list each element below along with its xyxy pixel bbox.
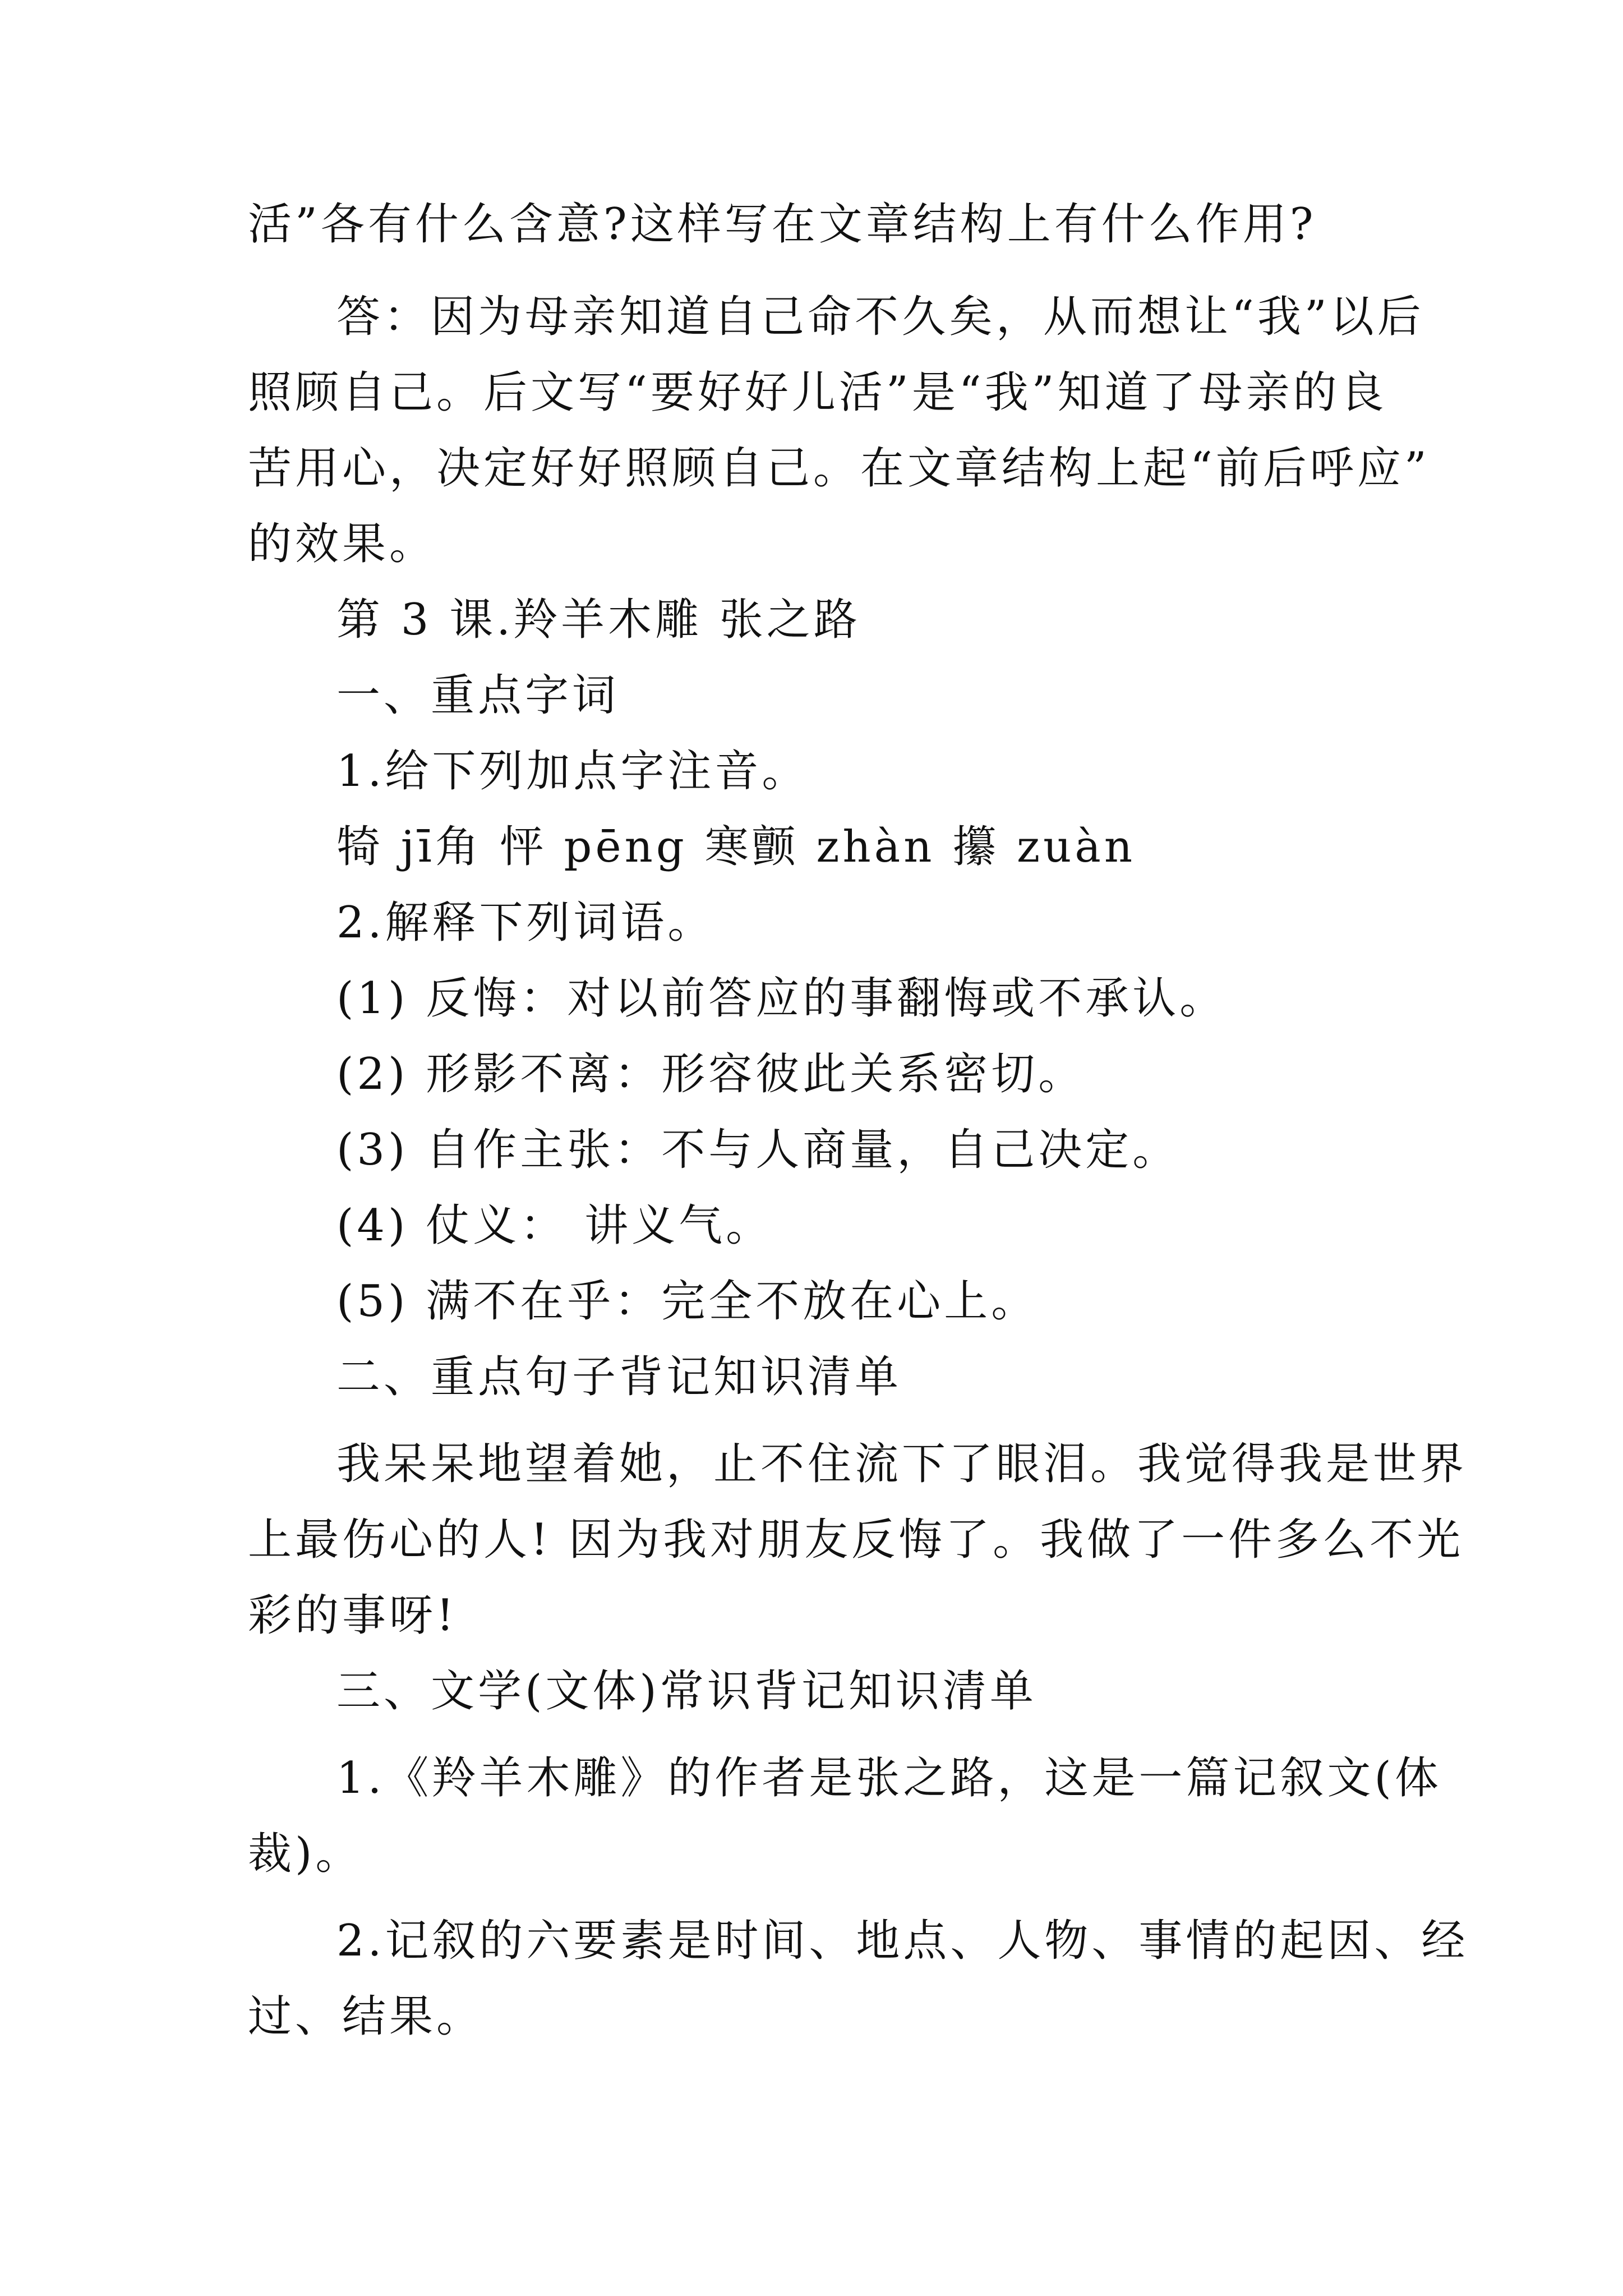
text-line: 过、结果。 — [248, 1991, 484, 2042]
lesson-title: 第 3 课.羚羊木雕 张之路 — [336, 595, 861, 645]
text-line: 苦用心，决定好好照顾自己。在文章结构上起“前后呼应” — [248, 443, 1430, 494]
answer-paragraph-line: 答：因为母亲知道自己命不久矣，从而想让“我”以后 — [336, 292, 1424, 342]
definition-item: (1) 反悔：对以前答应的事翻悔或不承认。 — [336, 973, 1227, 1024]
text-line: 上最伤心的人! 因为我对朋友反悔了。我做了一件多么不光 — [248, 1515, 1464, 1565]
text-line: 裁)。 — [248, 1829, 363, 1879]
text-line: 活”各有什么含意?这样写在文章结构上有什么作用? — [248, 199, 1317, 250]
section-heading: 一、重点字词 — [336, 670, 620, 721]
text-line: 1.《羚羊木雕》的作者是张之路，这是一篇记叙文(体 — [336, 1753, 1442, 1803]
section-heading: 二、重点句子背记知识清单 — [336, 1352, 902, 1402]
definition-item: (5) 满不在乎：完全不放在心上。 — [336, 1276, 1039, 1327]
question-heading: 1.给下列加点字注音。 — [336, 746, 809, 797]
text-line: 我呆呆地望着她，止不住流下了眼泪。我觉得我是世界 — [336, 1439, 1468, 1489]
definition-item: (3) 自作主张：不与人商量，自己决定。 — [336, 1125, 1180, 1175]
definition-item: (4) 仗义： 讲义气。 — [336, 1200, 773, 1251]
definition-item: (2) 形影不离：形容彼此关系密切。 — [336, 1049, 1086, 1099]
pinyin-line: 犄 jī角 怦 pēng 寒颤 zhàn 攥 zuàn — [336, 822, 1136, 872]
text-line: 照顾自己。后文写“要好好儿活”是“我”知道了母亲的良 — [248, 367, 1387, 418]
question-heading: 2.解释下列词语。 — [336, 898, 715, 948]
text-line: 的效果。 — [248, 519, 437, 569]
text-line: 2.记叙的六要素是时间、地点、人物、事情的起因、经 — [336, 1916, 1469, 1966]
text-line: 彩的事呀! — [248, 1590, 458, 1641]
section-heading: 三、文学(文体)常识背记知识清单 — [336, 1666, 1037, 1717]
